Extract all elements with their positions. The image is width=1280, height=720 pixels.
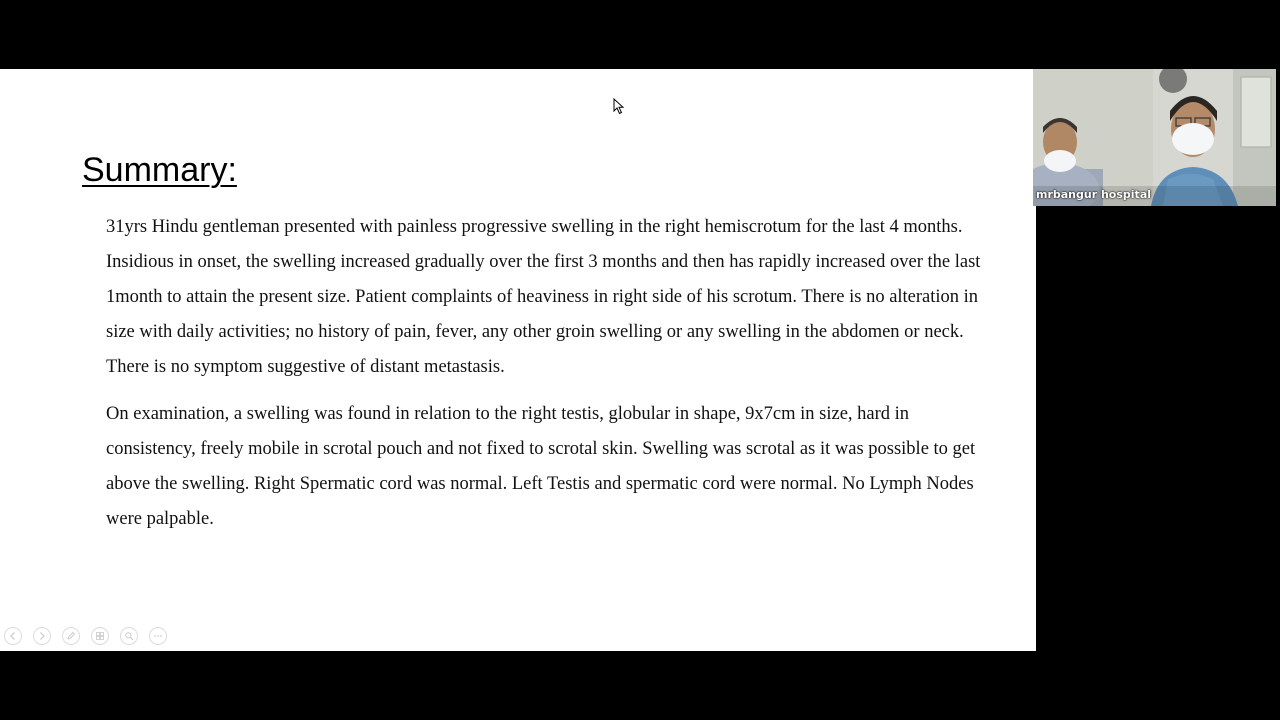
participant-name-label: mrbangur hospital xyxy=(1036,188,1152,201)
summary-paragraph-examination: On examination, a swelling was found in relation to the right testis, globular in shape, 9x7cm in size, hard in consistency, freely mobile in scrotal pouch and not fixed to scrotal skin. Swelling was scrotal as it was possible to get above the swelling. Right Spermatic cord was normal. Left Testis and spermatic cord were normal. No Lymph Nodes were palpable. xyxy=(106,404,976,529)
previous-icon xyxy=(8,631,18,641)
pen-button[interactable] xyxy=(62,627,80,645)
slide-title: Summary: xyxy=(82,151,237,189)
presentation-slide xyxy=(0,69,1036,651)
summary-paragraph-history: 31yrs Hindu gentleman presented with painless progressive swelling in the right hemiscrotum for the last 4 months. Insidious in onset, the swelling increased gradually over the first 3 months and then has rapidly increased over the last 1month to attain the present size. Patient complaints of heaviness in right side of his scrotum. There is no alteration in size with daily activities; no history of pain, fever, any other groin swelling or any swelling in the abdomen or neck. There is no symptom suggestive of distant metastasis. xyxy=(106,217,981,377)
next-slide-button[interactable] xyxy=(33,627,51,645)
participant-video-feed xyxy=(1033,69,1276,206)
next-icon xyxy=(37,631,47,641)
zoom-button[interactable] xyxy=(120,627,138,645)
participant-video-tile[interactable] xyxy=(1033,69,1276,206)
mouse-cursor-icon xyxy=(613,98,625,115)
see-all-slides-button[interactable] xyxy=(91,627,109,645)
zoom-icon xyxy=(124,631,134,641)
more-options-button[interactable] xyxy=(149,627,167,645)
slideshow-toolbar xyxy=(4,627,167,645)
previous-slide-button[interactable] xyxy=(4,627,22,645)
slides-grid-icon xyxy=(95,631,105,641)
pen-icon xyxy=(66,631,76,641)
more-icon xyxy=(153,631,163,641)
